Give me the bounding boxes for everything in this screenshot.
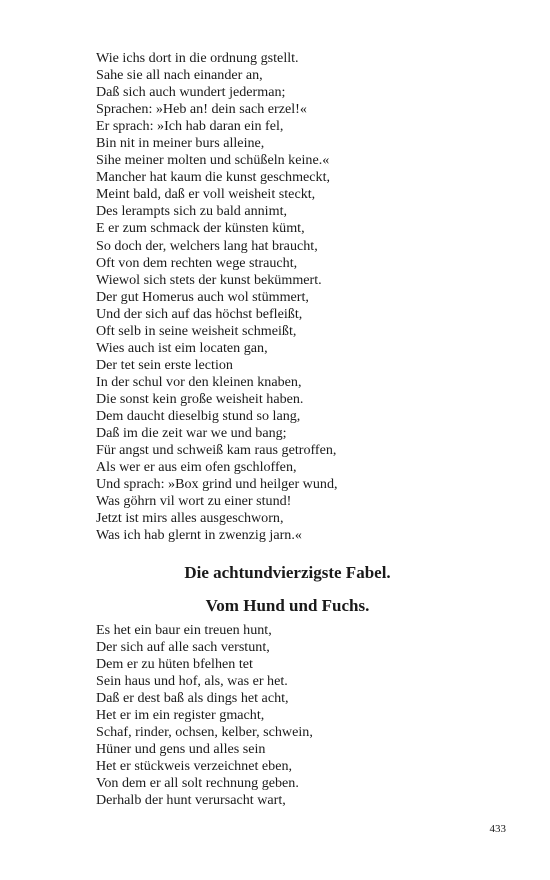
- verse-line: Es het ein baur ein treuen hunt,: [96, 622, 272, 638]
- verse-line: Sein haus und hof, als, was er het.: [96, 673, 288, 690]
- verse-line: In der schul vor den kleinen knaben,: [96, 373, 302, 390]
- verse-line: Als wer er aus eim ofen gschloffen,: [96, 459, 297, 476]
- verse-line: Und der sich auf das höchst befleißt,: [96, 305, 303, 322]
- verse-line: Daß im die zeit war we und bang;: [96, 425, 287, 442]
- verse-line: Der tet sein erste lection: [96, 356, 233, 373]
- verse-line: Des lerampts sich zu bald annimt,: [96, 203, 288, 220]
- verse-line: Dem er zu hüten bfelhen tet: [96, 656, 253, 673]
- verse-line: Dem daucht dieselbig stund so lang,: [96, 407, 301, 424]
- fable-subtitle: Vom Hund und Fuchs.: [205, 596, 370, 615]
- verse-line: Wie ichs dort in die ordnung gstellt.: [96, 50, 299, 66]
- verse-line: Derhalb der hunt verursacht wart,: [96, 792, 286, 809]
- verse-line: So doch der, welchers lang hat braucht,: [96, 237, 318, 254]
- verse-line: Für angst und schweiß kam raus getroffen,: [96, 442, 337, 459]
- verse-line: Daß sich auch wundert jederman;: [96, 84, 286, 101]
- verse-block-fable: [96, 622, 496, 810]
- verse-line: Oft von dem rechten wege straucht,: [96, 254, 298, 271]
- verse-line: Oft selb in seine weisheit schmeißt,: [96, 322, 297, 339]
- page-number: 433: [489, 823, 506, 835]
- verse-line: Sihe meiner molten und schüßeln keine.«: [96, 152, 330, 169]
- verse-line: Bin nit in meiner burs alleine,: [96, 135, 265, 152]
- verse-line: Was ich hab glernt in zwenzig jarn.«: [96, 527, 302, 544]
- verse-line: Von dem er all solt rechnung geben.: [96, 775, 299, 792]
- verse-line: Er sprach: »Ich hab daran ein fel,: [96, 118, 284, 135]
- verse-line: Het er stückweis verzeichnet eben,: [96, 758, 293, 775]
- verse-line: Der gut Homerus auch wol stümmert,: [96, 288, 309, 305]
- verse-line: Was göhrn vil wort zu einer stund!: [96, 493, 292, 510]
- verse-line: Der sich auf alle sach verstunt,: [96, 639, 270, 656]
- verse-line: Hüner und gens und alles sein: [96, 741, 266, 758]
- verse-line: Die sonst kein große weisheit haben.: [96, 390, 304, 407]
- verse-line: Schaf, rinder, ochsen, kelber, schwein,: [96, 724, 313, 741]
- verse-line: Und sprach: »Box grind und heilger wund,: [96, 476, 338, 493]
- verse-line: Wiewol sich stets der kunst bekümmert.: [96, 271, 322, 288]
- verse-line: Meint bald, daß er voll weisheit steckt,: [96, 186, 316, 203]
- verse-line: Jetzt ist mirs alles ausgeschworn,: [96, 510, 284, 527]
- verse-line: Sprachen: »Heb an! dein sach erzel!«: [96, 101, 307, 118]
- verse-line: Daß er dest baß als dings het acht,: [96, 690, 289, 707]
- verse-line: Mancher hat kaum die kunst geschmeckt,: [96, 169, 331, 186]
- verse-line: Sahe sie all nach einander an,: [96, 67, 263, 84]
- verse-block-continued: [96, 50, 496, 544]
- verse-line: Wies auch ist eim locaten gan,: [96, 339, 268, 356]
- verse-line: Het er im ein register gmacht,: [96, 707, 265, 724]
- fable-title: Die achtundvierzigste Fabel.: [184, 563, 391, 582]
- verse-line: E er zum schmack der künsten kümt,: [96, 220, 305, 237]
